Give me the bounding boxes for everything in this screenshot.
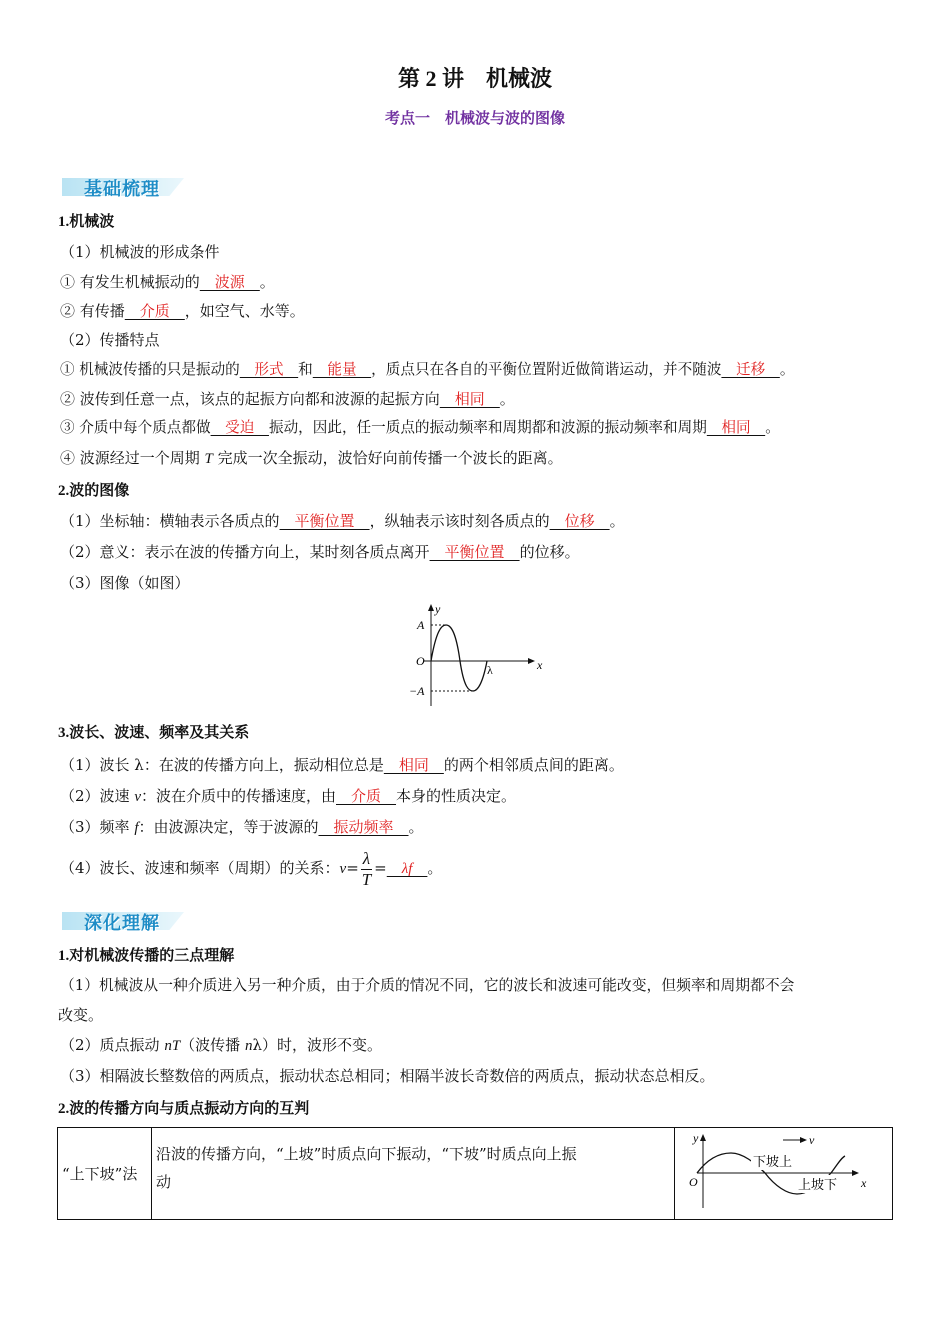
text-line: （1）坐标轴：横轴表示各质点的 平衡位置 ，纵轴表示该时刻各质点的 位移 。 [60, 512, 625, 530]
wave-curve [431, 625, 487, 691]
x-axis-arrow [528, 658, 535, 664]
wave-graph-figure [405, 602, 545, 708]
answer-blank: 相同 [383, 756, 444, 774]
answer-blank: 相同 [706, 419, 766, 436]
heading-mechanical-wave: 1.机械波 [58, 212, 115, 230]
neg-amplitude-label: −A [409, 684, 425, 698]
answer-blank: 受迫 [210, 419, 269, 436]
amplitude-label: A [417, 618, 425, 632]
text-line: （3）相隔波长整数倍的两质点，振动状态总相同；相隔半波长奇数倍的两质点，振动状态总相反。 [60, 1067, 715, 1085]
text-line: ③ 介质中每个质点都做 受迫 振动，因此，任一质点的振动频率和周期都和波源的振动频率和周期 相同 。 [60, 419, 780, 436]
heading-wave-graph: 2.波的图像 [58, 481, 130, 499]
figure-cell [675, 1128, 893, 1220]
answer-blank: 介质 [336, 787, 397, 805]
answer-blank: 形式 [239, 361, 299, 378]
description-cell: 沿波的传播方向，“上坡”时质点向下振动，“下坡”时质点向上振 动 [152, 1128, 675, 1220]
y-axis-arrow [700, 1134, 706, 1141]
answer-blank: 相同 [439, 390, 500, 408]
text-line: ④ 波源经过一个周期 T 完成一次全振动，波恰好向前传播一个波长的距离。 [60, 449, 563, 467]
downhill-label: 下坡上 [753, 1155, 793, 1170]
text-line: （1）波长 λ：在波的传播方向上，振动相位总是 相同 的两个相邻质点间的距离。 [60, 756, 624, 774]
method-table [57, 1127, 893, 1220]
y-label: y [435, 602, 441, 616]
answer-blank: λf [386, 861, 428, 877]
section-subtitle: 考点一 机械波与波的图像 [384, 109, 565, 127]
x-axis-arrow [852, 1170, 859, 1176]
origin-label: O [689, 1175, 698, 1189]
text-line: （4）波长、波速和频率（周期）的关系：v= $\frac{\lambda}{T}$ = λf 。 [60, 848, 443, 889]
method-cell: “上下坡”法 [58, 1128, 152, 1220]
text-line: （2）意义：表示在波的传播方向上，某时刻各质点离开 平衡位置 的位移。 [60, 543, 580, 561]
answer-blank: 迁移 [721, 361, 780, 378]
uphill-label: 上坡下 [798, 1178, 838, 1193]
answer-blank: 介质 [124, 302, 185, 320]
velocity-arrowhead [800, 1137, 807, 1143]
wavelength-label: λ [487, 663, 493, 677]
text-line: （1）机械波的形成条件 [60, 243, 220, 261]
page-title: 第 2 讲 机械波 [397, 66, 552, 91]
text-line: （2）波速 v：波在介质中的传播速度，由 介质 本身的性质决定。 [60, 787, 517, 805]
table-row [58, 1128, 893, 1220]
text-line: （1）机械波从一种介质进入另一种介质，由于介质的情况不同，它的波长和波速可能改变，但频率和周期都不会 [60, 977, 795, 994]
text-line: ① 机械波传播的只是振动的 形式 和 能量 ，质点只在各自的平衡位置附近做简谐运动，并不随波 迁移 。 [60, 361, 795, 378]
answer-blank: 能量 [312, 361, 372, 378]
answer-blank: 平衡位置 [429, 543, 520, 561]
origin-label: O [416, 654, 425, 668]
answer-blank: 位移 [549, 512, 610, 530]
text-line: （2）质点振动 nT（波传播 nλ）时，波形不变。 [60, 1036, 382, 1054]
text-line: 改变。 [58, 1006, 104, 1024]
text-line: ② 有传播 介质 ，如空气、水等。 [60, 302, 305, 320]
heading-wavelength-speed-frequency: 3.波长、波速、频率及其关系 [58, 723, 250, 741]
text-line: （3）频率 f：由波源决定，等于波源的 振动频率 。 [60, 818, 424, 836]
basics-banner [62, 175, 192, 199]
lambda-over-T: $\frac{\lambda}{T}$ [361, 848, 372, 889]
velocity-label: v [809, 1133, 815, 1147]
deepen-banner [62, 909, 192, 933]
y-label: y [693, 1131, 699, 1145]
answer-blank: 平衡位置 [279, 512, 370, 530]
answer-blank: 振动频率 [318, 818, 409, 836]
x-label: x [861, 1176, 867, 1190]
heading-three-points: 1.对机械波传播的三点理解 [58, 946, 235, 964]
answer-blank: 波源 [199, 273, 260, 291]
y-axis-arrow [428, 604, 434, 611]
up-down-slope-figure [675, 1128, 885, 1210]
text-line: ① 有发生机械振动的 波源 。 [60, 273, 275, 291]
text-line: ② 波传到任意一点，该点的起振方向都和波源的起振方向 相同 。 [60, 390, 515, 408]
text-line: （3）图像（如图） [60, 574, 190, 592]
text-line: （2）传播特点 [60, 331, 160, 349]
basics-banner-label: 基础梳理 [84, 179, 160, 200]
x-label: x [537, 658, 543, 672]
deepen-banner-label: 深化理解 [84, 913, 160, 934]
heading-direction-judgement: 2.波的传播方向与质点振动方向的互判 [58, 1099, 310, 1117]
